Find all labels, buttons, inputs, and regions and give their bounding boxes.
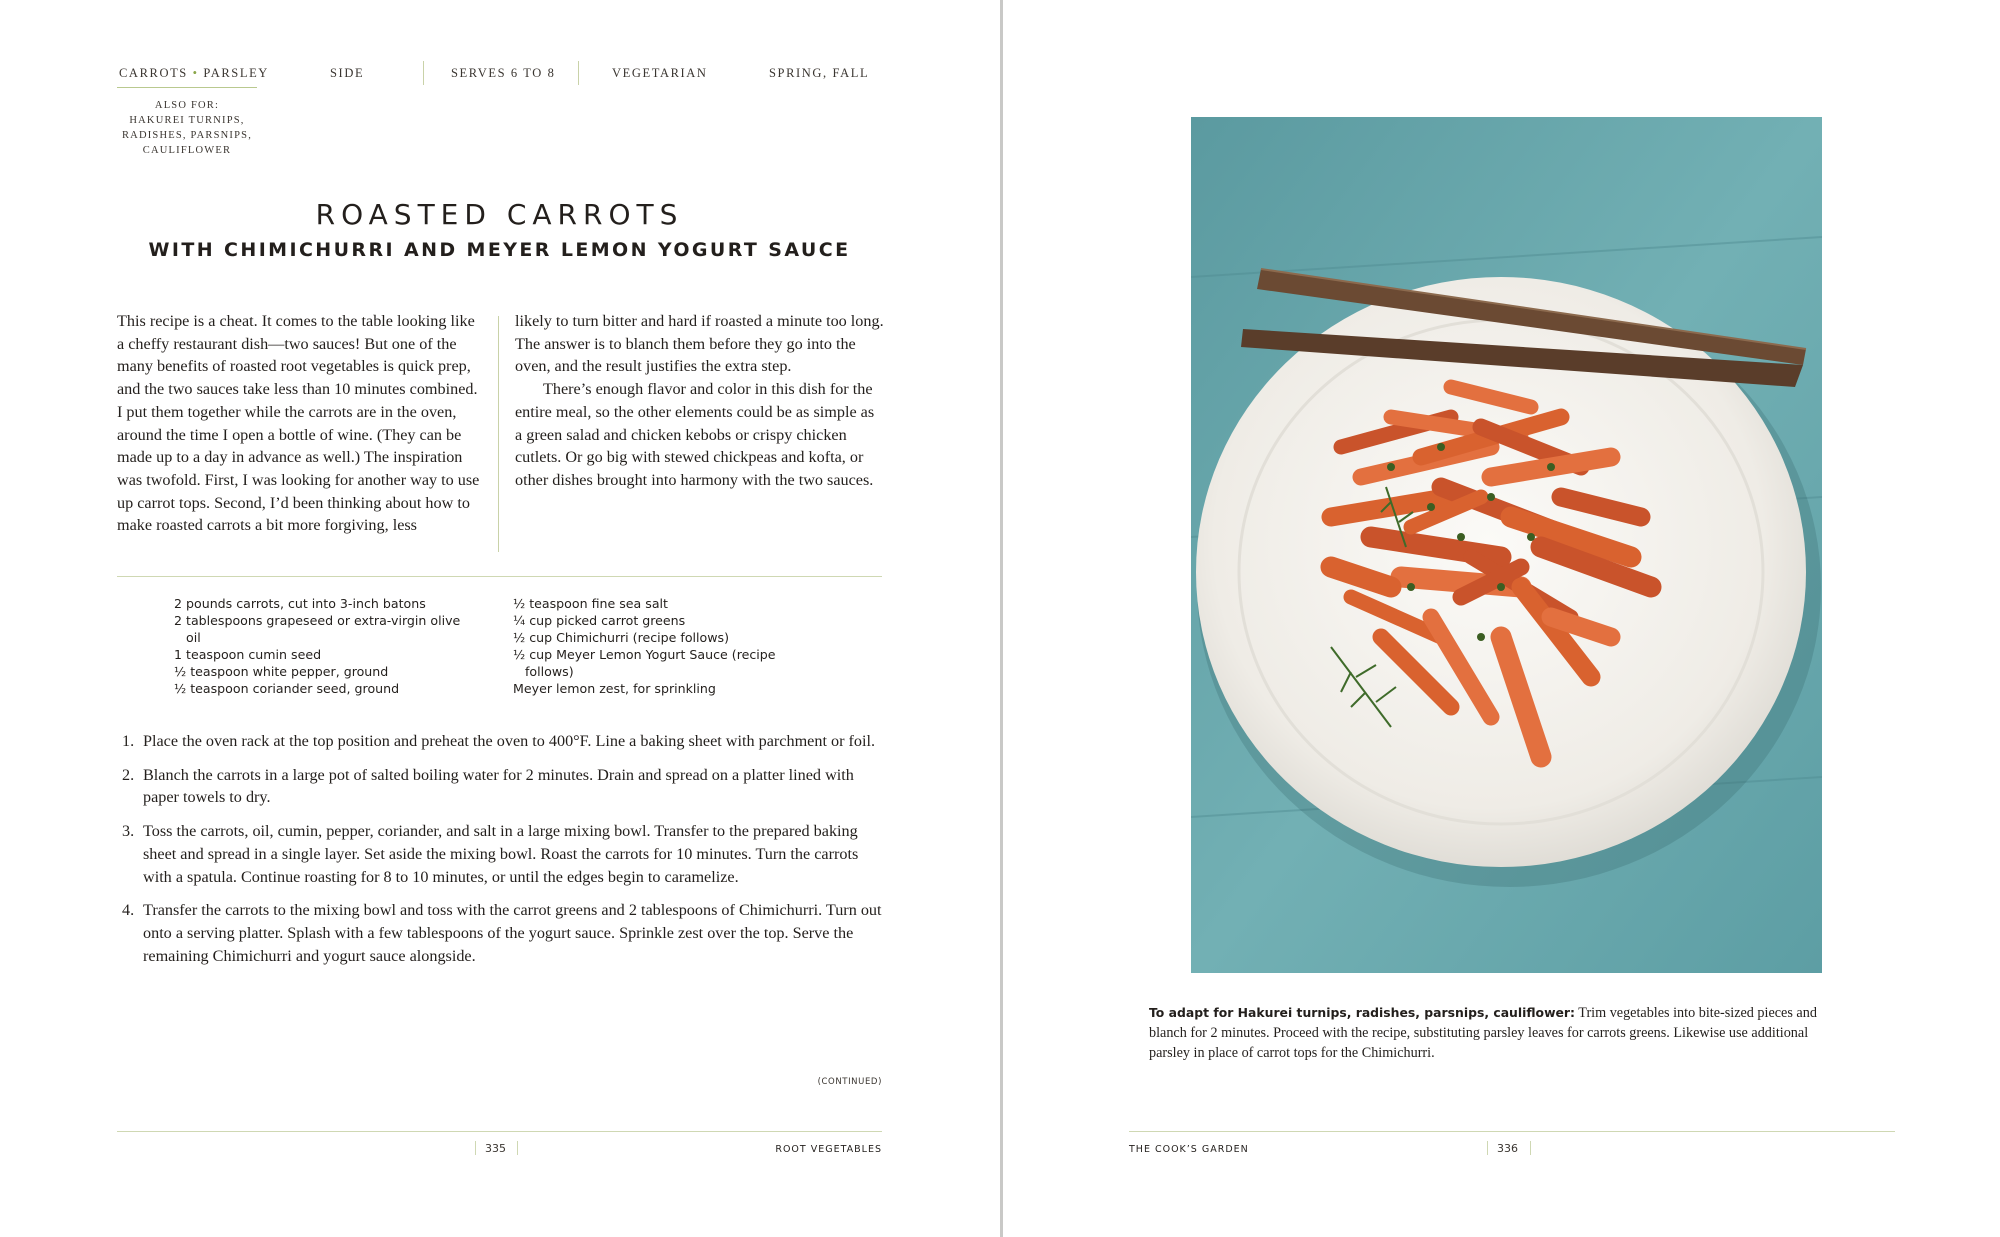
ingredients-list-1 (174, 596, 474, 697)
method-step (117, 764, 887, 809)
method-step (117, 820, 887, 888)
intro-column-2 (515, 310, 885, 492)
herb-fleck (1487, 493, 1495, 501)
tag-divider (578, 61, 579, 85)
separator-dot: • (192, 66, 199, 80)
folio-pipe (517, 1141, 518, 1155)
herb-fleck (1547, 463, 1555, 471)
ingredient-item: Meyer lemon zest, for sprinkling (513, 680, 716, 696)
photo-caption (1149, 1003, 1849, 1063)
step-number: 1. (122, 732, 135, 750)
herb-fleck (1477, 633, 1485, 641)
herb-fleck (1527, 533, 1535, 541)
ingredient-item: 2 tablespoons grapeseed or extra-virgin olive oil (174, 612, 461, 645)
step-text: Blanch the carrots in a large pot of salted boiling water for 2 minutes. Drain and spread on a platter lined with paper towels to dry. (143, 765, 854, 807)
method-step (117, 730, 887, 753)
herb-fleck (1427, 503, 1435, 511)
step-text: Place the oven rack at the top position and preheat the oven to 400°F. Line a baking sheet with parchment or foil. (143, 732, 876, 750)
recipe-subtitle: WITH CHIMICHURRI AND MEYER LEMON YOGURT SAUCE (148, 239, 851, 261)
intro-paragraph: There’s enough flavor and color in this dish for the entire meal, so the other elements could be as simple as a green salad and chicken kebobs or crispy chicken cutlets. Or go big with stewed chickpeas and kofta, or other dishes brought into harmony with the two sauces. (515, 380, 875, 489)
method-step (117, 899, 887, 967)
caption-text: Trim vegetables into bite-sized pieces and blanch for 2 minutes. Proceed with the recipe, substituting parsley leaves for carrots greens. Likewise use additional parsley in place of carrot tops for the Chimichurri. (1149, 1005, 1817, 1061)
ingredients-list-2 (513, 596, 813, 697)
folio-pipe (1487, 1141, 1488, 1155)
folio-pipe (475, 1141, 476, 1155)
step-text: Toss the carrots, oil, cumin, pepper, coriander, and salt in a large mixing bowl. Transfer to the prepared baking sheet and spread in a single layer. Set aside the mixing bowl. Roast the carrots for 10 minutes. Turn the carrots with a spatula. Continue roasting for 8 to 10 minutes, or until the edges begin to caramelize. (143, 822, 859, 886)
recipe-title: ROASTED CARROTS (315, 198, 684, 231)
tag-diet: VEGETARIAN (612, 66, 708, 80)
tag-secondary: PARSLEY (203, 66, 269, 80)
continued-note: (CONTINUED) (817, 1077, 882, 1087)
tag-primary: CARROTS (119, 66, 188, 80)
step-number: 2. (122, 765, 135, 784)
ingredient-item: ¼ cup picked carrot greens (513, 612, 686, 628)
page-number: 335 (485, 1142, 506, 1155)
step-number: 3. (122, 822, 135, 841)
recipe-photo (1191, 117, 1822, 973)
ingredient-item: ½ teaspoon white pepper, ground (174, 663, 389, 679)
also-for-note (117, 98, 257, 158)
tag-season: SPRING, FALL (769, 66, 870, 80)
intro-paragraph: likely to turn bitter and hard if roasted a minute too long. The answer is to blanch them before they go into the oven, and the result justifies the extra step. (515, 312, 884, 376)
section-rule (117, 576, 882, 577)
also-for-label: ALSO FOR: (154, 100, 220, 111)
herb-fleck (1407, 583, 1415, 591)
herb-fleck (1497, 583, 1505, 591)
tag-category: SIDE (330, 66, 365, 80)
ingredient-item: ½ cup Meyer Lemon Yogurt Sauce (recipe follows) (513, 646, 776, 679)
page-number: 336 (1497, 1142, 1518, 1155)
herb-fleck (1437, 443, 1445, 451)
tag-ingredients (119, 66, 269, 81)
intro-column-divider (498, 316, 499, 552)
herb-fleck (1387, 463, 1395, 471)
herb-fleck (1457, 533, 1465, 541)
ingredient-item: ½ cup Chimichurri (recipe follows) (513, 629, 730, 645)
step-number: 4. (122, 901, 135, 920)
ingredient-item: 2 pounds carrots, cut into 3-inch batons (174, 596, 426, 611)
tag-serves: SERVES 6 TO 8 (451, 66, 556, 80)
tag-underline (117, 87, 257, 88)
roasted-carrots-photo (1191, 117, 1822, 973)
folio-pipe (1530, 1141, 1531, 1155)
method-steps (117, 730, 887, 978)
tag-divider (423, 61, 424, 85)
ingredient-item: ½ teaspoon coriander seed, ground (174, 680, 400, 696)
footer-rule (1129, 1131, 1895, 1132)
intro-column-1: This recipe is a cheat. It comes to the table looking like a cheffy restaurant dish—two sauces! But one of the many benefits of roasted root vegetables is quick prep, and the two sauces take less than 10 minutes combined. I put them together while the carrots are in the oven, around the time I open a bottle of wine. (They can be made up to a day in advance as well.) The inspiration was twofold. First, I was looking for another way to use up carrot tops. Second, I’d been thinking about how to make roasted carrots a bit more forgiving, less (117, 312, 480, 535)
ingredient-item: ½ teaspoon fine sea salt (513, 596, 668, 611)
also-for-items: HAKUREI TURNIPS, RADISHES, PARSNIPS, CAULIFLOWER (121, 115, 253, 156)
footer-rule (117, 1131, 882, 1132)
section-name: ROOT VEGETABLES (775, 1144, 882, 1155)
caption-heading: To adapt for Hakurei turnips, radishes, parsnips, cauliflower: (1149, 1005, 1575, 1020)
book-title: THE COOK’S GARDEN (1129, 1144, 1249, 1155)
ingredient-item: 1 teaspoon cumin seed (174, 646, 322, 662)
step-text: Transfer the carrots to the mixing bowl and toss with the carrot greens and 2 tablespoons of Chimichurri. Turn out onto a serving platter. Splash with a few tablespoons of the yogurt sauce. Sprinkle zest over the top. Serve the remaining Chimichurri and yogurt sauce alongside. (143, 901, 882, 965)
